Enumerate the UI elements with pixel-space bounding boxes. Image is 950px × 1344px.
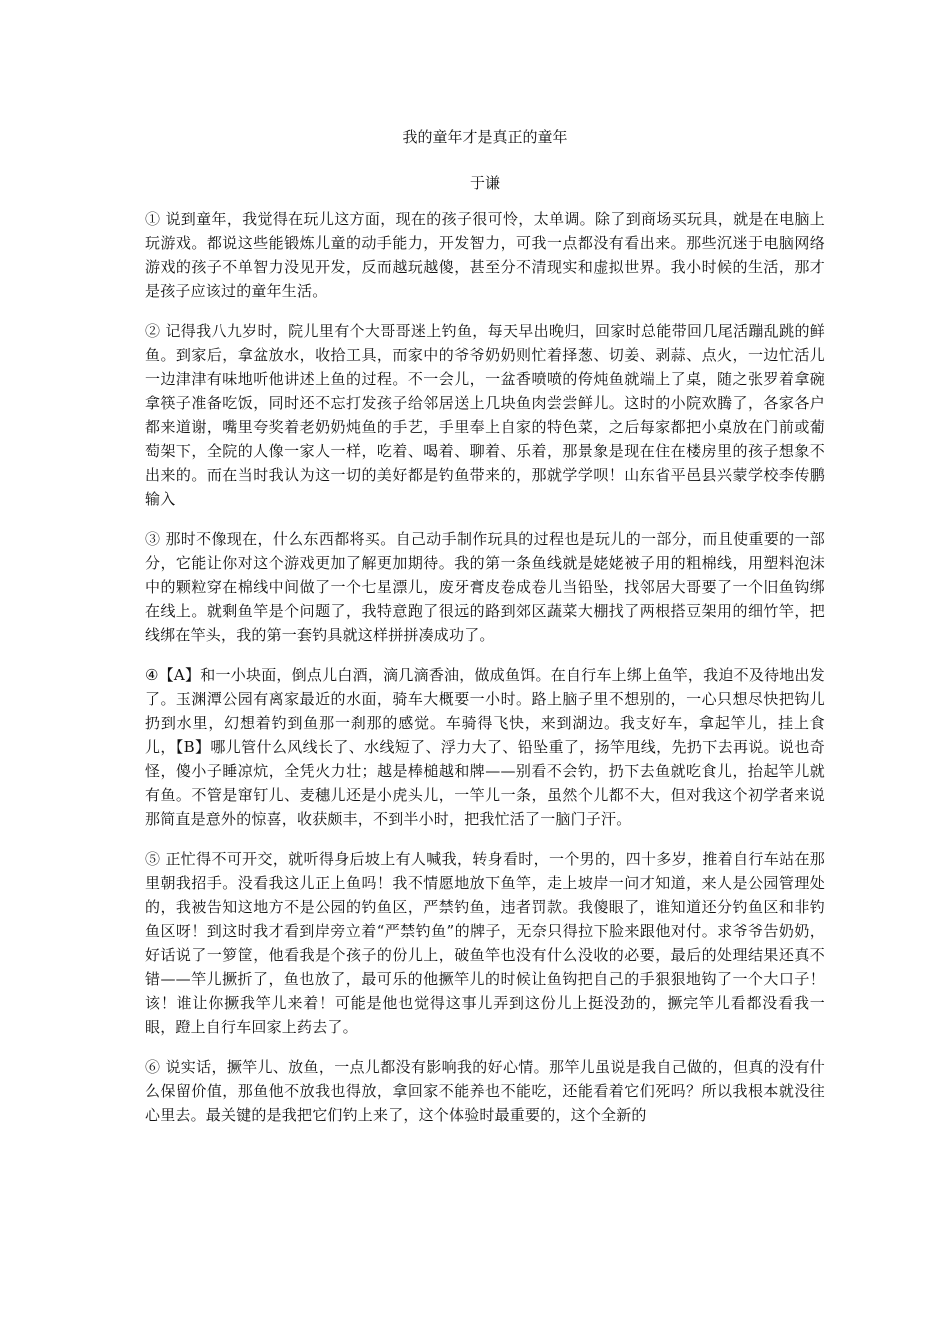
paragraph-2: ② 记得我八九岁时，院儿里有个大哥哥迷上钓鱼，每天早出晚归，回家时总能带回几尾活蹦乱跳的鲜鱼。到家后，拿盆放水，收拾工具，而家中的爷爷奶奶则忙着择葱、切姜、剥蒜、点火，一边忙活儿一边津津有味地听他讲述上鱼的过程。不一会儿，一盆香喷喷的侉炖鱼就端上了桌，随之张罗着拿碗拿筷子准备吃饭，同时还不忘打发孩子给邻居送上几块鱼肉尝尝鲜儿。这时的小院欢腾了，各家各户都来道谢，嘴里夸奖着老奶奶炖鱼的手艺，手里奉上自家的特色菜，之后每家都把小桌放在门前或葡萄架下，全院的人像一家人一样，吃着、喝着、聊着、乐着，那景象是现在住在楼房里的孩子想象不出来的。而在当时我认为这一切的美好都是钓鱼带来的，那就学学呗！山东省平邑县兴蒙学校李传鹏输入 xyxy=(145,322,825,508)
article-author: 于谦 xyxy=(469,174,500,192)
document-page xyxy=(145,125,825,1143)
paragraph-1: ① 说到童年，我觉得在玩儿这方面，现在的孩子很可怜，太单调。除了到商场买玩具，就是在电脑上玩游戏。都说这些能锻炼儿童的动手能力，开发智力，可我一点都没有看出来。那些沉迷于电脑网络游戏的孩子不单智力没见开发，反而越玩越傻，甚至分不清现实和虚拟世界。我小时候的生活，那才是孩子应该过的童年生活。 xyxy=(145,210,825,300)
article-title: 我的童年才是真正的童年 xyxy=(402,128,568,146)
paragraph-6: ⑥ 说实话，撅竿儿、放鱼，一点儿都没有影响我的好心情。那竿儿虽说是我自己做的，但真的没有什么保留价值，那鱼他不放我也得放，拿回家不能养也不能吃，还能看着它们死吗？所以我根本就没往心里去。最关键的是我把它们钓上来了，这个体验时最重要的，这个全新的 xyxy=(145,1058,825,1124)
paragraph-4: ④【A】和一小块面，倒点儿白酒，滴几滴香油，做成鱼饵。在自行车上绑上鱼竿，我迫不及待地出发了。玉渊潭公园有离家最近的水面，骑车大概要一小时。路上脑子里不想别的，一心只想尽快把钩儿扔到水里，幻想着钓到鱼那一刹那的感觉。车骑得飞快，来到湖边。我支好车，拿起竿儿，挂上食儿，【B】哪儿管什么风线长了、水线短了、浮力大了、铅坠重了，扬竿甩线，先扔下去再说。说也奇怪，傻小子睡凉炕，全凭火力壮；越是棒槌越和牌——别看不会钓，扔下去鱼就吃食儿，抬起竿儿就有鱼。不管是窜钉儿、麦穗儿还是小虎头儿，一竿儿一条，虽然个儿都不大，但对我这个初学者来说那简直是意外的惊喜，收获颇丰，不到半小时，把我忙活了一脑门子汗。 xyxy=(145,666,825,828)
paragraph-5: ⑤ 正忙得不可开交，就听得身后坡上有人喊我，转身看时，一个男的，四十多岁，推着自行车站在那里朝我招手。没看我这儿正上鱼吗！我不情愿地放下鱼竿，走上坡岸一问才知道，来人是公园管理处的，我被告知这地方不是公园的钓鱼区，严禁钓鱼，违者罚款。我傻眼了，谁知道还分钓鱼区和非钓鱼区呀！到这时我才看到岸旁立着“严禁钓鱼”的牌子，无奈只得拉下脸来跟他对付。求爷爷告奶奶，好话说了一箩筐，他看我是个孩子的份儿上，破鱼竿也没有什么没收的必要，最后的处理结果还真不错——竿儿撅折了，鱼也放了，最可乐的他撅竿儿的时候让鱼钩把自己的手狠狠地钩了一个大口子！该！谁让你撅我竿儿来着！可能是他也觉得这事儿弄到这份儿上挺没劲的，撅完竿儿看都没看我一眼，蹬上自行车回家上药去了。 xyxy=(145,850,825,1036)
paragraph-3: ③ 那时不像现在，什么东西都将买。自己动手制作玩具的过程也是玩儿的一部分，而且使重要的一部分，它能让你对这个游戏更加了解更加期待。我的第一条鱼线就是姥姥被子用的粗棉线，用塑料泡沫中的颗粒穿在棉线中间做了一个七星漂儿，废牙膏皮卷成卷儿当铅坠，找邻居大哥要了一个旧鱼钩绑在线上。就剩鱼竿是个问题了，我特意跑了很远的路到郊区蔬菜大棚找了两根搭豆架用的细竹竿，把线绑在竿头，我的第一套钓具就这样拼拼凑成功了。 xyxy=(145,530,825,644)
